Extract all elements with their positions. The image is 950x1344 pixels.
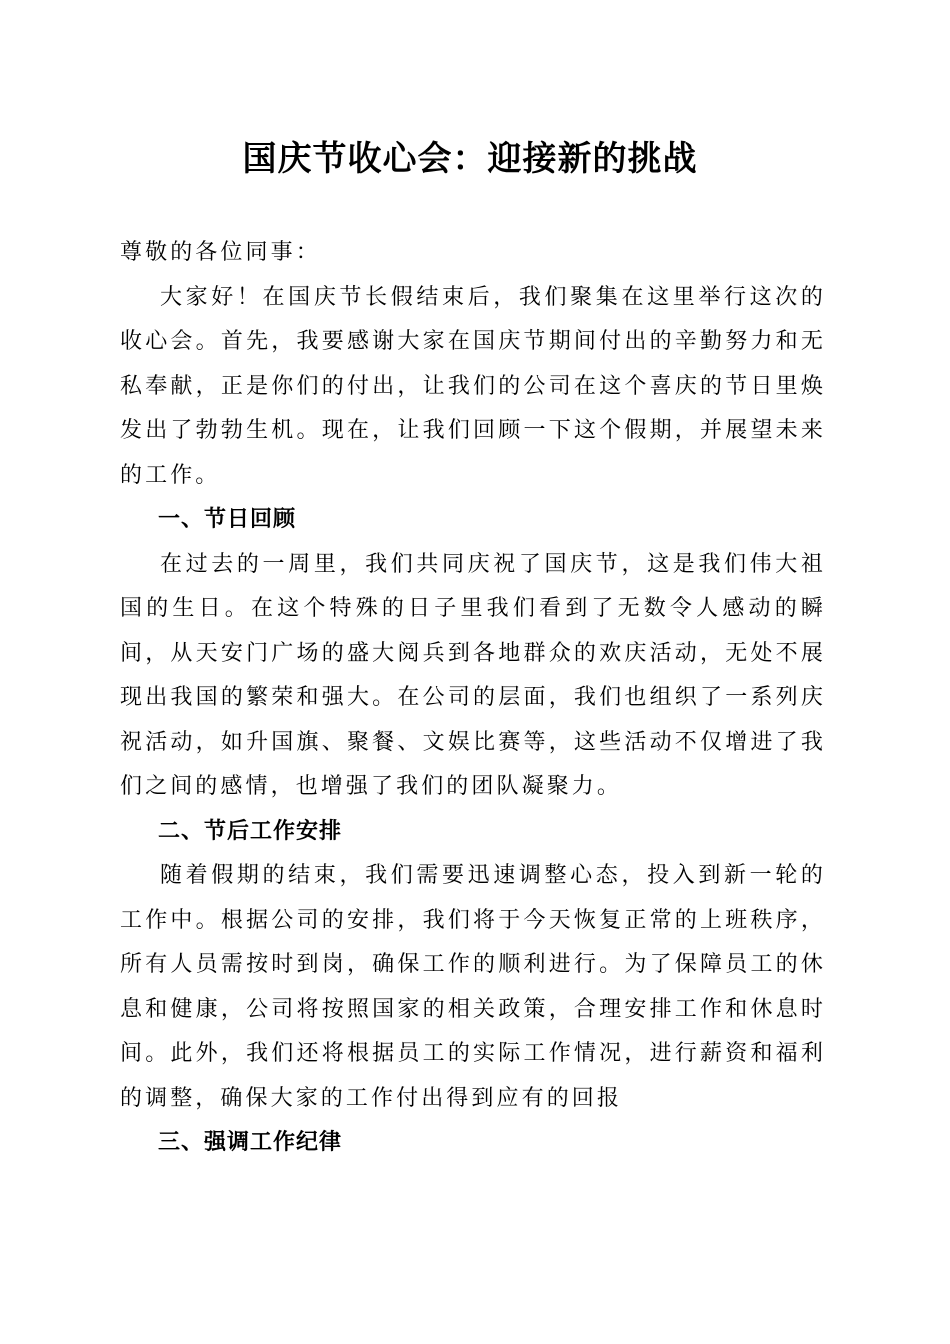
section-heading-work-arrangement: 二、节后工作安排 bbox=[158, 818, 343, 844]
section-heading-discipline: 三、强调工作纪律 bbox=[158, 1130, 343, 1155]
section-body-work-arrangement: 随着假期的结束，我们需要迅速调整心态，投入到新一轮的工作中。根据公司的安排，我们将于今天恢复正常的上班秩序，所有人员需按时到岗，确保工作的顺利进行。为了保障员工的休息和健康，公司将按照国家的相关政策，合理安排工作和休息时间。此外，我们还将根据员工的实际工作情况，进行薪资和福利的调整，确保大家的工作付出得到应有的回报 bbox=[120, 863, 826, 1111]
intro-paragraph: 大家好！在国庆节长假结束后，我们聚集在这里举行这次的收心会。首先，我要感谢大家在国庆节期间付出的辛勤努力和无私奉献，正是你们的付出，让我们的公司在这个喜庆的节日里焕发出了勃勃生机。现在，让我们回顾一下这个假期，并展望未来的工作。 bbox=[120, 284, 826, 488]
section-body-review: 在过去的一周里，我们共同庆祝了国庆节，这是我们伟大祖国的生日。在这个特殊的日子里我们看到了无数令人感动的瞬间，从天安门广场的盛大阅兵到各地群众的欢庆活动，无处不展现出我国的繁荣和强大。在公司的层面，我们也组织了一系列庆祝活动，如升国旗、聚餐、文娱比赛等，这些活动不仅增进了我们之间的感情，也增强了我们的团队凝聚力。 bbox=[120, 551, 826, 799]
document-body bbox=[120, 231, 826, 1166]
document-title: 国庆节收心会：迎接新的挑战 bbox=[242, 139, 698, 179]
section-heading-review: 一、节日回顾 bbox=[158, 507, 297, 532]
salutation: 尊敬的各位同事： bbox=[120, 240, 321, 265]
